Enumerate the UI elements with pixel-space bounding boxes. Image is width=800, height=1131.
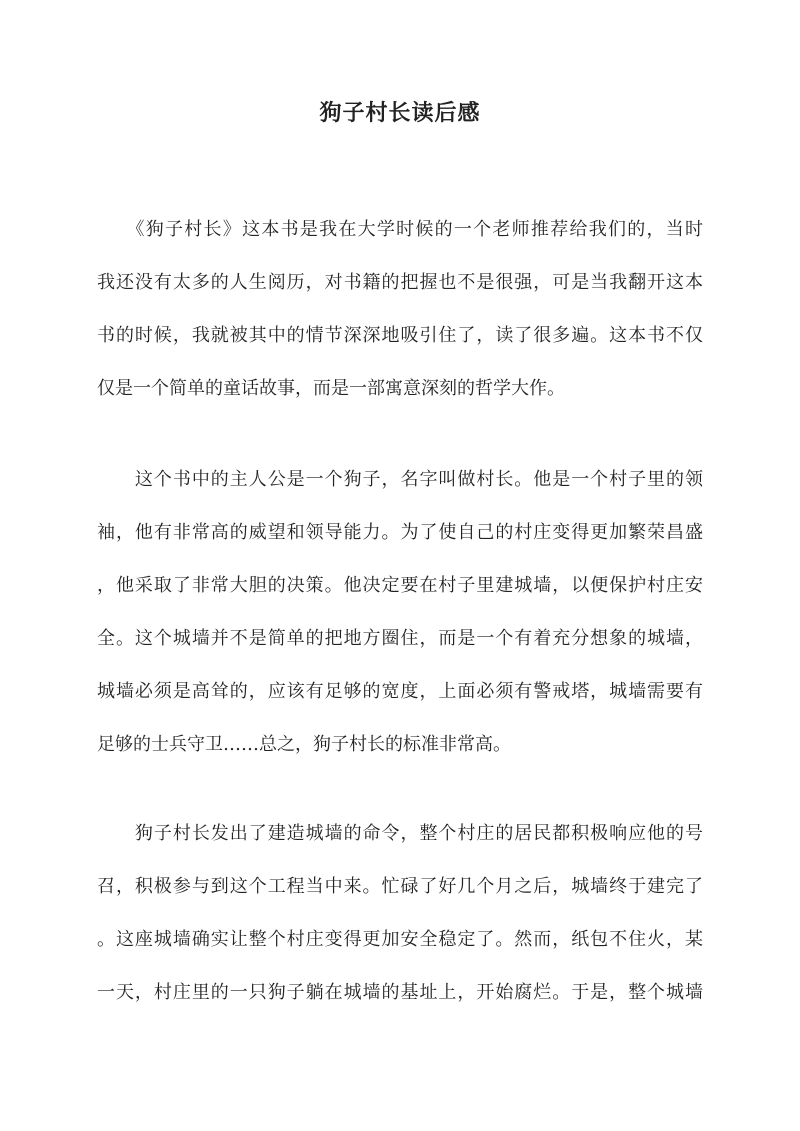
- text-line: 仅是一个简单的童话故事，而是一部寓意深刻的哲学大作。: [97, 378, 565, 399]
- text-line: 城墙必须是高耸的，应该有足够的宽度，上面必须有警戒塔，城墙需要有: [97, 681, 703, 702]
- text-line: 一天，村庄里的一只狗子躺在城墙的基址上，开始腐烂。于是，整个城墙: [97, 982, 703, 1003]
- paragraph-3: [97, 807, 703, 1019]
- document-title: 狗子村长读后感: [319, 100, 481, 126]
- text-line: 我还没有太多的人生阅历，对书籍的把握也不是很强，可是当我翻开这本: [97, 272, 703, 293]
- text-line: 书的时候，我就被其中的情节深深地吸引住了，读了很多遍。这本书不仅: [97, 325, 703, 346]
- text-line: 足够的士兵守卫……总之，狗子村长的标准非常高。: [97, 734, 511, 755]
- text-line: 全。这个城墙并不是简单的把地方圈住，而是一个有着充分想象的城墙，: [97, 628, 703, 649]
- text-line: 《狗子村长》这本书是我在大学时候的一个老师推荐给我们的，当时: [97, 219, 703, 240]
- text-line: 袖，他有非常高的威望和领导能力。为了使自己的村庄变得更加繁荣昌盛: [97, 522, 703, 543]
- paragraph-2: [97, 453, 703, 771]
- text-line: 召，积极参与到这个工程当中来。忙碌了好几个月之后，城墙终于建完了: [97, 876, 703, 897]
- text-line: 狗子村长发出了建造城墙的命令，整个村庄的居民都积极响应他的号: [97, 823, 703, 844]
- text-line: ，他采取了非常大胆的决策。他决定要在村子里建城墙，以便保护村庄安: [97, 575, 703, 596]
- text-line: 。这座城墙确实让整个村庄变得更加安全稳定了。然而，纸包不住火，某: [97, 929, 703, 950]
- text-line: 这个书中的主人公是一个狗子，名字叫做村长。他是一个村子里的领: [97, 469, 703, 490]
- paragraph-1: [97, 203, 703, 415]
